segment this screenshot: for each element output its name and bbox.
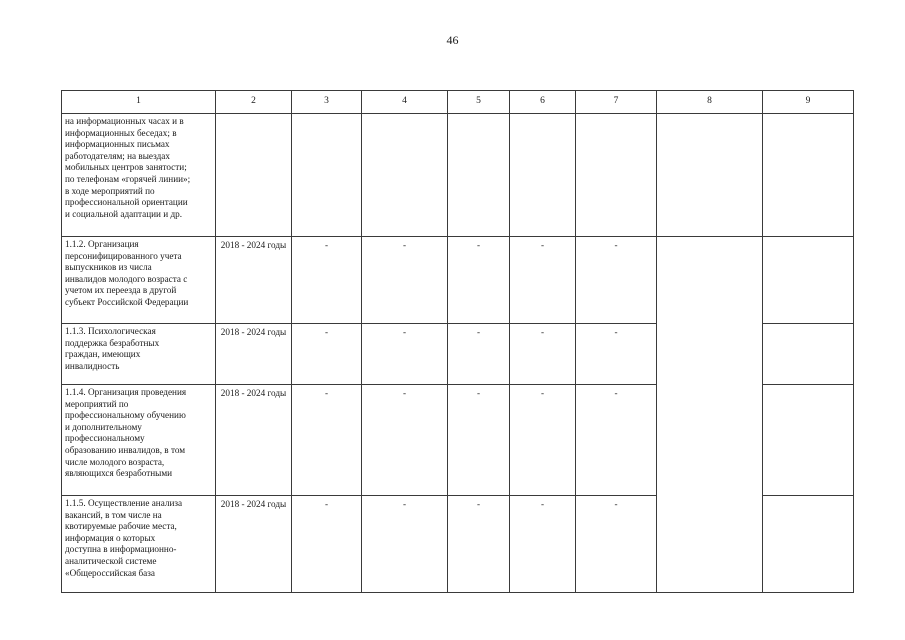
cell-col7 — [576, 114, 657, 237]
cell-col7: - — [576, 324, 657, 385]
cell-col9 — [763, 385, 854, 496]
cell-col4: - — [362, 385, 448, 496]
description-line: вакансий, в том числе на — [65, 509, 162, 520]
table-row — [62, 237, 854, 324]
cell-col6 — [510, 114, 576, 237]
description-line: в ходе мероприятий по — [65, 185, 155, 196]
cell-col9 — [763, 324, 854, 385]
cell-col5: - — [448, 496, 510, 593]
cell-col7: - — [576, 385, 657, 496]
measures-table — [61, 90, 854, 593]
column-header-1: 1 — [62, 91, 216, 114]
row-description — [62, 324, 216, 385]
description-line: по телефонам «горячей линии»; — [65, 173, 191, 184]
cell-col7: - — [576, 496, 657, 593]
description-line: персонифицированного учета — [65, 250, 182, 261]
period-cell: 2018 - 2024 годы — [216, 324, 292, 385]
cell-col3: - — [292, 324, 362, 385]
description-line: поддержка безработных — [65, 337, 160, 348]
description-line: «Общероссийская база — [65, 567, 155, 578]
cell-col3: - — [292, 496, 362, 593]
description-line: являющихся безработными — [65, 468, 173, 479]
cell-col5: - — [448, 237, 510, 324]
column-header-7: 7 — [576, 91, 657, 114]
description-line: и дополнительному — [65, 421, 142, 432]
cell-col4 — [362, 114, 448, 237]
cell-col5 — [448, 114, 510, 237]
cell-col4: - — [362, 496, 448, 593]
period-cell — [216, 114, 292, 237]
description-line: мероприятий по — [65, 398, 129, 409]
cell-col6: - — [510, 385, 576, 496]
description-line: информационных письмах — [65, 139, 170, 150]
description-line: 1.1.3. Психологическая — [65, 326, 156, 336]
description-line: учетом их переезда в другой — [65, 285, 177, 296]
cell-col5: - — [448, 324, 510, 385]
description-line: профессиональному — [65, 433, 145, 444]
description-line: на информационных часах и в — [65, 116, 184, 126]
cell-col6: - — [510, 237, 576, 324]
column-header-5: 5 — [448, 91, 510, 114]
description-line: профессиональному обучению — [65, 410, 186, 421]
cell-col7: - — [576, 237, 657, 324]
cell-col6: - — [510, 324, 576, 385]
cell-col4: - — [362, 237, 448, 324]
period-cell: 2018 - 2024 годы — [216, 385, 292, 496]
description-line: информация о которых — [65, 532, 156, 543]
column-header-2: 2 — [216, 91, 292, 114]
column-header-9: 9 — [763, 91, 854, 114]
cell-col8 — [657, 114, 763, 237]
description-line: инвалидность — [65, 360, 120, 371]
cell-col9 — [763, 496, 854, 593]
cell-col3: - — [292, 385, 362, 496]
description-line: образованию инвалидов, в том — [65, 444, 186, 455]
row-description — [62, 496, 216, 593]
description-line: квотируемые рабочие места, — [65, 521, 177, 532]
row-description — [62, 237, 216, 324]
description-line: числе молодого возраста, — [65, 456, 165, 467]
description-line: информационных беседах; в — [65, 127, 177, 138]
cell-col3 — [292, 114, 362, 237]
description-line: профессиональной ориентации — [65, 197, 188, 208]
cell-col3: - — [292, 237, 362, 324]
description-line: граждан, имеющих — [65, 349, 141, 360]
cell-col4: - — [362, 324, 448, 385]
cell-col9 — [763, 237, 854, 324]
column-header-row — [62, 91, 854, 114]
cell-col8-merged — [657, 237, 763, 593]
cell-col5: - — [448, 385, 510, 496]
description-line: 1.1.4. Организация проведения — [65, 387, 187, 397]
description-line: мобильных центров занятости; — [65, 162, 187, 173]
table-row — [62, 114, 854, 237]
description-line: доступна в информационно- — [65, 544, 177, 555]
description-line: 1.1.5. Осуществление анализа — [65, 498, 183, 508]
description-line: инвалидов молодого возраста с — [65, 273, 188, 284]
row-description — [62, 114, 216, 237]
column-header-8: 8 — [657, 91, 763, 114]
cell-col6: - — [510, 496, 576, 593]
period-cell: 2018 - 2024 годы — [216, 237, 292, 324]
column-header-4: 4 — [362, 91, 448, 114]
cell-col9 — [763, 114, 854, 237]
page-number: 46 — [446, 33, 459, 47]
description-line: работодателям; на выездах — [65, 150, 170, 161]
description-line: аналитической системе — [65, 555, 157, 566]
description-line: 1.1.2. Организация — [65, 239, 139, 249]
row-description — [62, 385, 216, 496]
description-line: и социальной адаптации и др. — [65, 208, 183, 219]
description-line: выпускников из числа — [65, 262, 152, 273]
column-header-3: 3 — [292, 91, 362, 114]
description-line: субъект Российской Федерации — [65, 296, 189, 307]
column-header-6: 6 — [510, 91, 576, 114]
period-cell: 2018 - 2024 годы — [216, 496, 292, 593]
